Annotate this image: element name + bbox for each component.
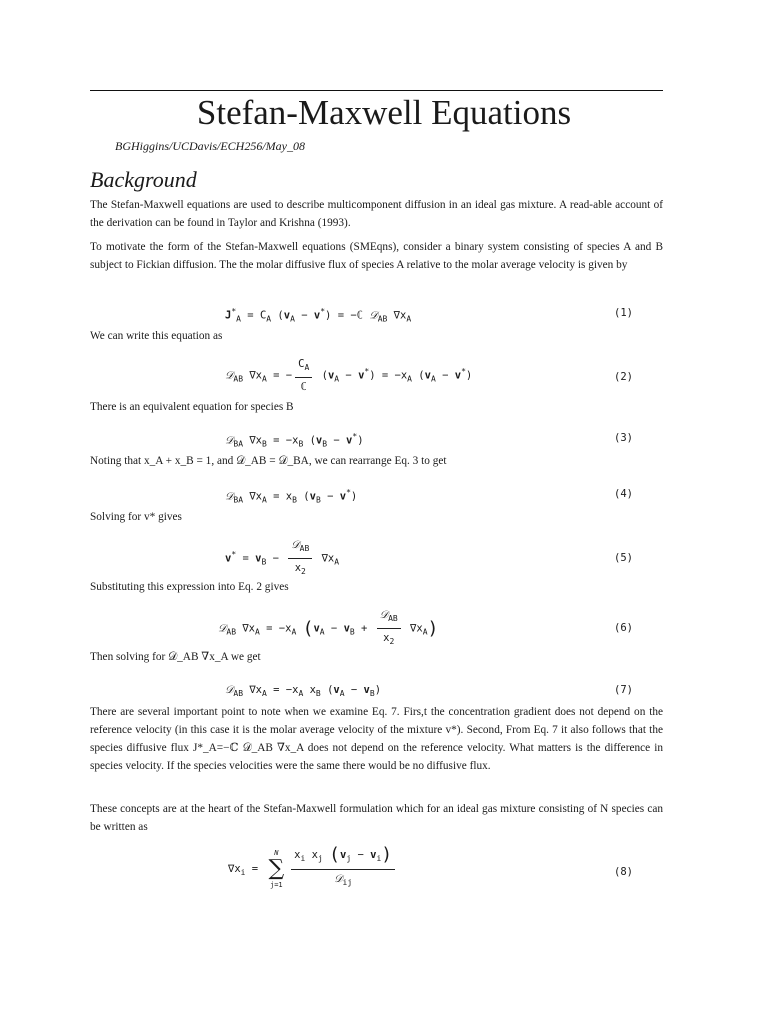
equation-6 (90, 608, 663, 650)
equation-6-number: (6) (614, 622, 633, 634)
equation-8-body: $\nabla x_i$ = N ∑ j=1 $\frac{x_i x_j (v_j - v_i)}{𝒟_{ij}}$ (228, 848, 398, 890)
equation-4-number: (4) (614, 488, 633, 500)
equation-2 (90, 357, 663, 401)
equation-4-body: 𝒟$_{BA}$ $\nabla x_A = x_B$ $(v_B - v^*)$ (225, 488, 358, 505)
equation-8-number: (8) (614, 866, 633, 878)
equation-5-body: $v^* = v_B$ − $\frac{𝒟_{AB}}{x_2}$ $\nabla x_A$ (225, 539, 340, 577)
section-heading: Background (90, 167, 197, 192)
equation-5-number: (5) (614, 552, 633, 564)
paragraph-observations: There are several important point to note when we examine Eq. 7. Firs,t the concentration gradient does not depend on the reference velocity (in this case it is the molar average velocity of the mixture v*). Second, From Eq. 7 it also follows that the species diffusive flux J*_A=−ℂ 𝒟_AB ∇x_A does not depend on the reference velocity. What matters is the difference in species velocity. If the species velocities were the same there would be no diffusive flux. (90, 706, 663, 772)
equation-5 (90, 538, 663, 578)
paragraph-solving: Solving for v* gives (90, 511, 182, 523)
byline: BGHiggins/UCDavis/ECH256/May_08 (115, 139, 305, 153)
equation-2-body: 𝒟$_{AB}$ $\nabla x_A$ = − $\frac{C_A}{\text{ℂ}}$ $(v_A - v^*) = -x_A$ $(v_A - v^*)$ (225, 358, 473, 394)
paragraph-substituting: Substituting this expression into Eq. 2 gives (90, 581, 289, 593)
equation-3-number: (3) (614, 432, 633, 444)
paragraph-rearrange: Noting that x_A + x_B = 1, and 𝒟_AB = 𝒟_BA, we can rearrange Eq. 3 to get (90, 455, 447, 467)
paragraph-species-b: There is an equivalent equation for species B (90, 401, 294, 413)
paragraph-stefan-maxwell: These concepts are at the heart of the Stefan-Maxwell formulation which for an ideal gas mixture consisting of N species can be written as (90, 803, 663, 833)
page-title: Stefan-Maxwell Equations (196, 93, 572, 132)
equation-1-number: (1) (614, 307, 633, 319)
equation-6-body: 𝒟$_{AB}$ $\nabla x_A = -x_A$ ($v_A - v_B$ + $\frac{𝒟_{AB}}{x_2}$ $\nabla x_A$) (218, 609, 439, 647)
equation-7-number: (7) (614, 684, 633, 696)
equation-1-body: $J^*_A = C_A$ $(v_A - v^*)$ = −ℂ 𝒟$_{AB}$ $\nabla x_A$ (225, 307, 412, 324)
equation-3-body: 𝒟$_{BA}$ $\nabla x_B = -x_B$ $(v_B - v^*)$ (225, 432, 364, 449)
equation-2-number: (2) (614, 371, 633, 383)
paragraph-intro: The Stefan-Maxwell equations are used to describe multicomponent diffusion in an ideal gas mixture. A read-able account of the derivation can be found in Taylor and Krishna (1993). (90, 199, 663, 229)
equation-7-body: 𝒟$_{AB}$ $\nabla x_A = -x_A$ $x_B$ $(v_A - v_B)$ (225, 684, 382, 699)
paragraph-motivation: To motivate the form of the Stefan-Maxwell equations (SMEqns), consider a binary system consisting of species A and B subject to Fickian diffusion. The the molar diffusive flux of species A relative to the molar average velocity is given by (90, 241, 663, 271)
paragraph-rewrite: We can write this equation as (90, 330, 223, 342)
paragraph-then-solving: Then solving for 𝒟_AB ∇x_A we get (90, 651, 261, 663)
top-rule (90, 90, 663, 91)
equation-8 (90, 844, 663, 898)
